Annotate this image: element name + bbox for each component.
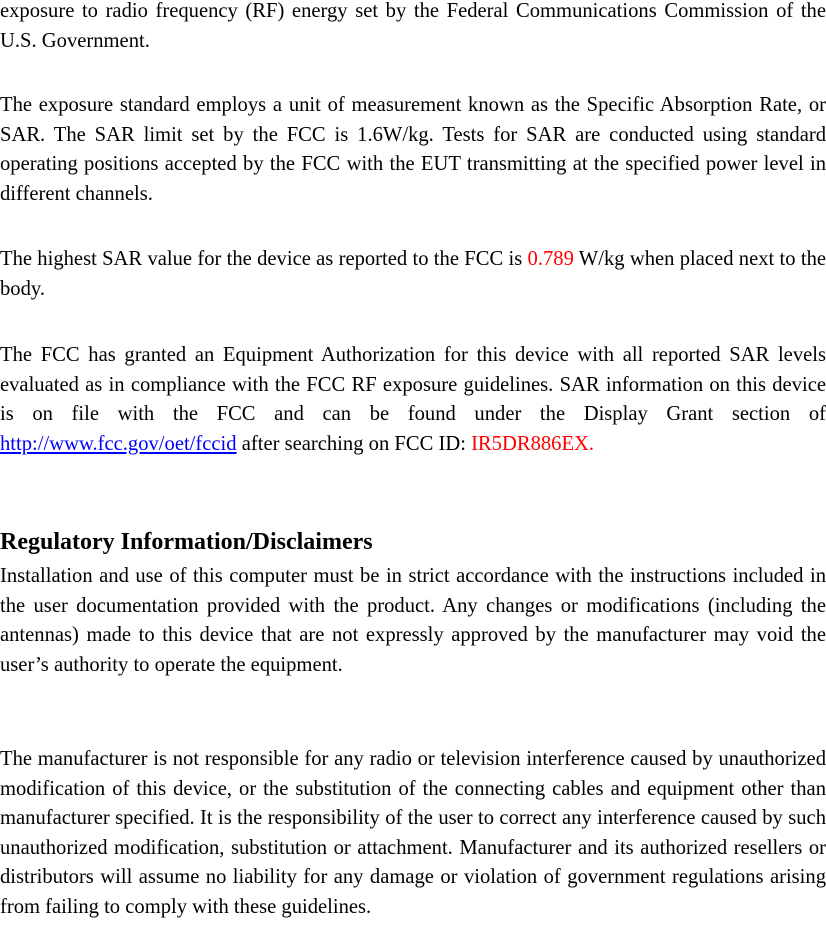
sar-value: 0.789: [527, 248, 574, 270]
highest-sar-text-after: W/kg when placed next to the body.: [0, 248, 826, 300]
sar-standard-paragraph: The exposure standard employs a unit of measurement known as the Specific Absorption Rate, or SAR. The SAR limit set by the FCC is 1.6W/kg. Tests for SAR are conducted using standard operating positions accepted by the FCC with the EUT transmitting at the specified power level in different channels.: [0, 94, 826, 205]
installation-paragraph: Installation and use of this computer must be in strict accordance with the instructions included in the user documentation provided with the product. Any changes or modifications (including the antennas) made to this device that are not expressly approved by the manufacturer may void the user’s authority to operate the equipment.: [0, 565, 826, 676]
manufacturer-liability-paragraph: The manufacturer is not responsible for any radio or television interference caused by unauthorized modification of this device, or the substitution of the connecting cables and equipment other than manufacturer specified. It is the responsibility of the user to correct any interference caused by such unauthorized modification, substitution or attachment. Manufacturer and its authorized resellers or distributors will assume no liability for any damage or violation of government regulations arising from failing to comply with these guidelines.: [0, 748, 826, 918]
grant-text-before: The FCC has granted an Equipment Authorization for this device with all reported SAR levels evaluated as in compliance with the FCC RF exposure guidelines. SAR information on this device is on file with the FCC and can be found under the Display Grant section of: [0, 344, 826, 426]
highest-sar-paragraph: [0, 245, 826, 304]
fcc-id-value: IR5DR886EX.: [471, 432, 595, 455]
intro-paragraph: exposure to radio frequency (RF) energy set by the Federal Communications Commission of the U.S. Government.: [0, 0, 826, 52]
equipment-authorization-paragraph: [0, 341, 826, 459]
grant-text-middle: after searching on FCC ID:: [236, 432, 472, 455]
highest-sar-text-before: The highest SAR value for the device as reported to the FCC is: [0, 248, 528, 270]
fcc-id-link[interactable]: http://www.fcc.gov/oet/fccid: [0, 432, 237, 455]
regulatory-heading: Regulatory Information/Disclaimers: [0, 529, 373, 555]
